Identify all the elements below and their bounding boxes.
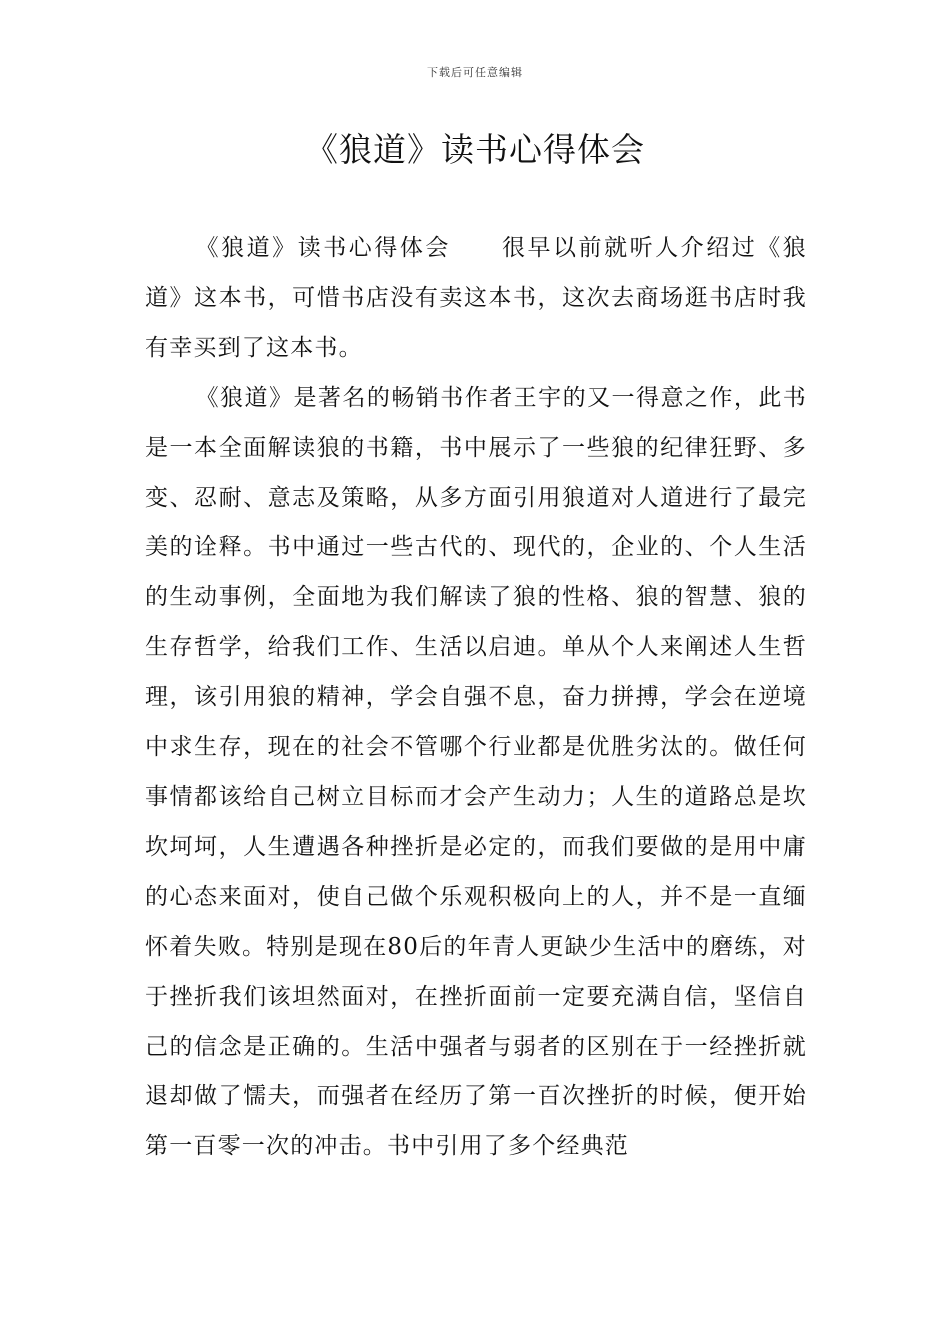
- paragraph: 《狼道》是著名的畅销书作者王宇的又一得意之作，此书是一本全面解读狼的书籍，书中展示了一些狼的纪律狂野、多变、忍耐、意志及策略，从多方面引用狼道对人道进行了最完美的诠释。书中通过一些古代的、现代的，企业的、个人生活的生动事例，全面地为我们解读了狼的性格、狼的智慧、狼的生存哲学，给我们工作、生活以启迪。单从个人来阐述人生哲理，该引用狼的精神，学会自强不息，奋力拼搏，学会在逆境中求生存，现在的社会不管哪个行业都是优胜劣汰的。做任何事情都该给自己树立目标而才会产生动力；人生的道路总是坎坎坷坷，人生遭遇各种挫折是必定的，而我们要做的是用中庸的心态来面对，使自己做个乐观积极向上的人，并不是一直缅怀着失败。特别是现在80后的年青人更缺少生活中的磨练，对于挫折我们该坦然面对，在挫折面前一定要充满自信，坚信自己的信念是正确的。生活中强者与弱者的区别在于一经挫折就退却做了懦夫，而强者在经历了第一百次挫折的时候，便开始第一百零一次的冲击。书中引用了多个经典范: [145, 384, 807, 1160]
- header-note: 下载后可任意编辑: [427, 66, 523, 79]
- page-title: 《狼道》读书心得体会: [305, 130, 645, 169]
- document-body: [145, 224, 807, 1172]
- paragraph: 《狼道》读书心得体会 很早以前就听人介绍过《狼道》这本书，可惜书店没有卖这本书，这次去商场逛书店时我有幸买到了这本书。: [145, 235, 807, 361]
